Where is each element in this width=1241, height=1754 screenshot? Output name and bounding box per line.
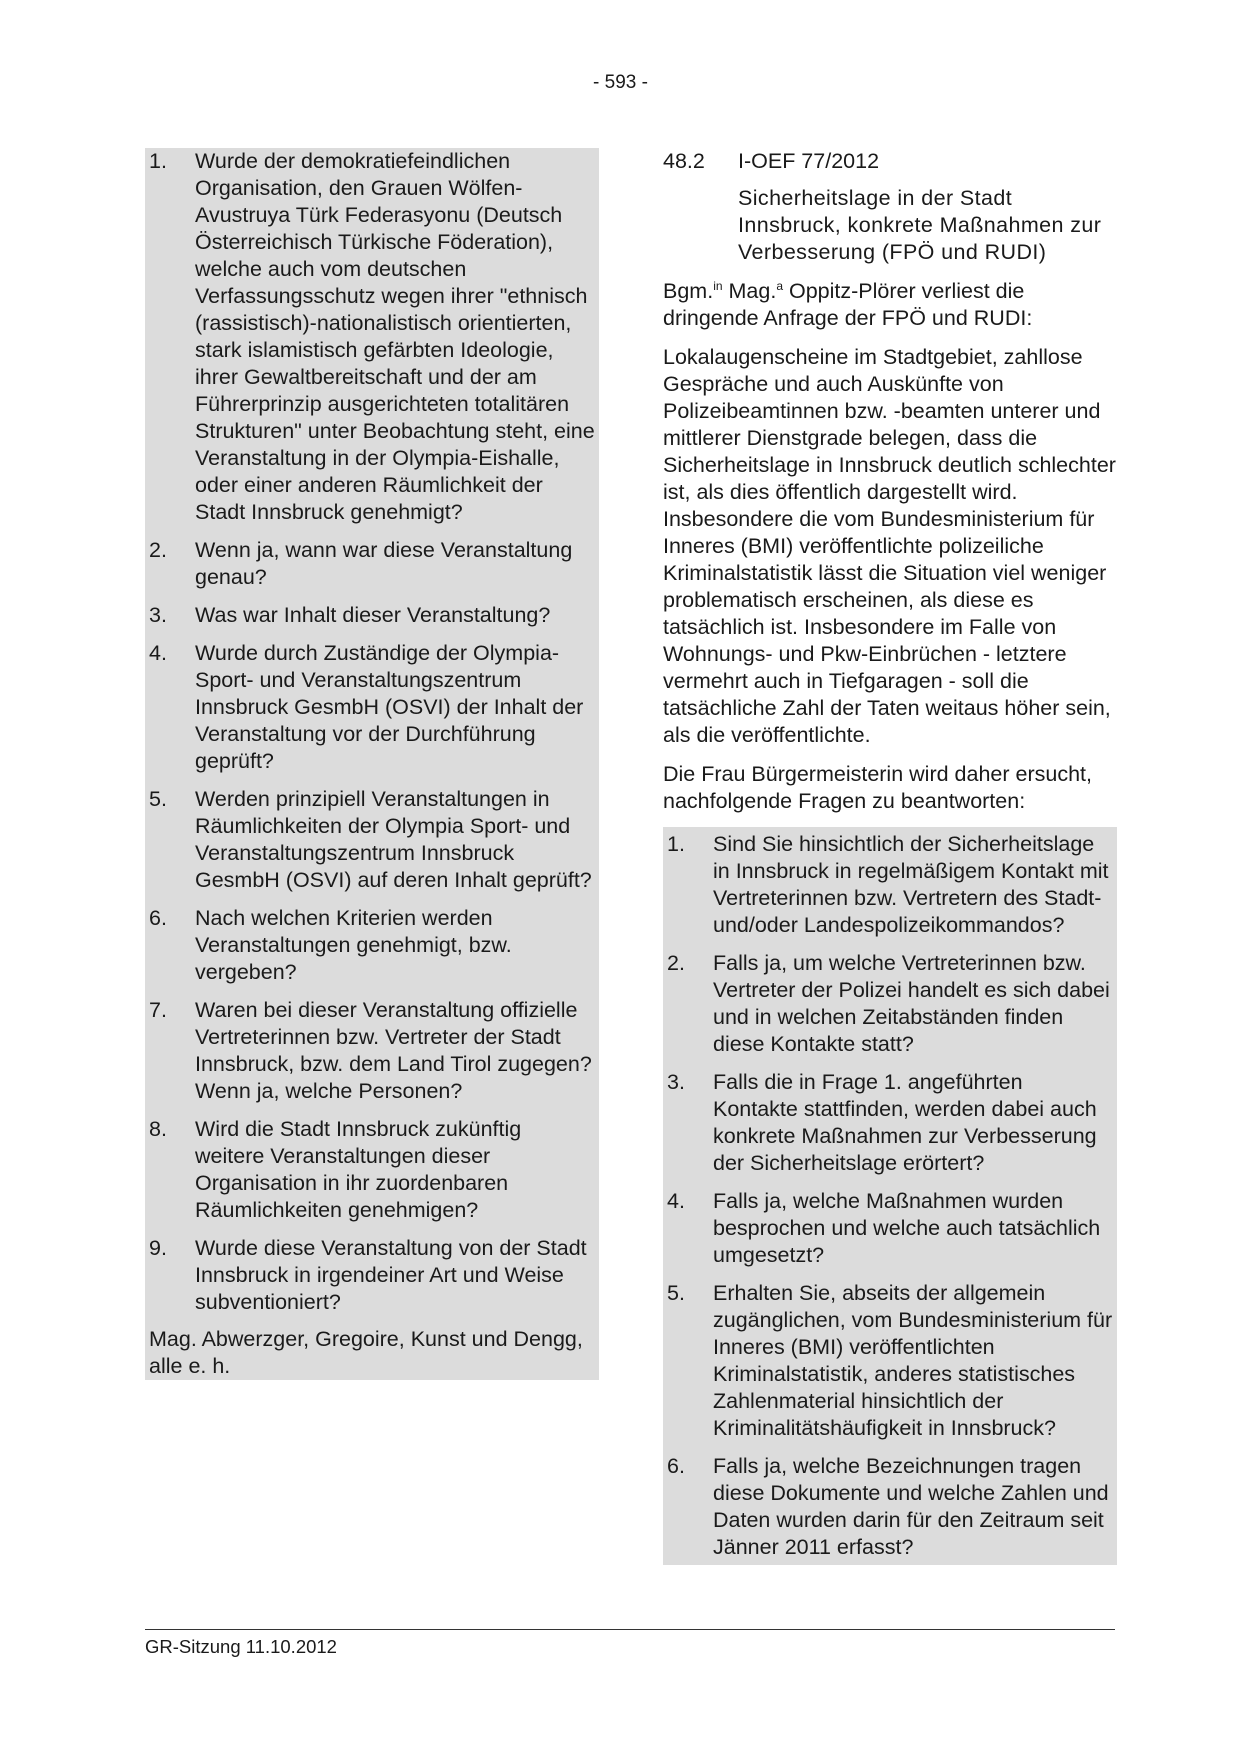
question-number: 4. bbox=[667, 1189, 685, 1213]
intro-part: Bgm. bbox=[663, 279, 714, 303]
question-text: Was war Inhalt dieser Veranstaltung? bbox=[195, 603, 551, 627]
question-number: 5. bbox=[667, 1281, 685, 1305]
footer-session-date: GR-Sitzung 11.10.2012 bbox=[145, 1636, 337, 1657]
question-number: 3. bbox=[667, 1070, 685, 1094]
question-item bbox=[149, 148, 595, 526]
request-paragraph: Die Frau Bürgermeisterin wird daher ersucht, nachfolgende Fragen zu beantworten: bbox=[663, 762, 1092, 813]
question-number: 1. bbox=[149, 149, 167, 173]
agenda-item-header bbox=[663, 148, 1117, 175]
question-number: 6. bbox=[149, 906, 167, 930]
question-text: Wenn ja, wann war diese Veranstaltung genau? bbox=[195, 538, 573, 589]
question-text: Falls ja, welche Maßnahmen wurden besprochen und welche auch tatsächlich umgesetzt? bbox=[713, 1189, 1101, 1267]
right-question-list bbox=[667, 831, 1113, 1565]
intro-superscript: a bbox=[776, 278, 783, 293]
question-number: 7. bbox=[149, 998, 167, 1022]
body-paragraph: Lokalaugenscheine im Stadtgebiet, zahllose Gespräche und auch Auskünfte von Polizeibeamtinnen bzw. -beamten unterer und mittlerer Dienstgrade belegen, dass die Sicherheitslage in Innsbruck deutlich schlechter ist, als dies öffentlich dargestellt wird. Insbesondere die vom Bundesministerium für Inneres (BMI) veröffentlichte polizeiliche Kriminalstatistik lässt die Situation viel weniger problematisch erscheinen, als diese es tatsächlich ist. Insbesondere im Falle von Wohnungs- und Pkw-Einbrüchen - letztere vermehrt auch in Tiefgaragen - soll die tatsächliche Zahl der Taten weitaus höher sein, als die veröffentlichte. bbox=[663, 345, 1116, 747]
question-item bbox=[149, 602, 595, 629]
question-text: Wird die Stadt Innsbruck zukünftig weitere Veranstaltungen dieser Organisation in ihr zuordenbaren Räumlichkeiten genehmigen? bbox=[195, 1117, 522, 1222]
question-item bbox=[667, 1453, 1113, 1565]
question-number: 9. bbox=[149, 1236, 167, 1260]
question-item bbox=[149, 786, 595, 894]
right-column bbox=[663, 148, 1117, 1565]
question-number: 3. bbox=[149, 603, 167, 627]
question-number: 5. bbox=[149, 787, 167, 811]
agenda-item-code: I-OEF 77/2012 bbox=[738, 149, 880, 173]
left-question-list bbox=[149, 148, 595, 1316]
footer-divider bbox=[145, 1629, 1115, 1630]
question-text: Falls ja, um welche Vertreterinnen bzw. Vertreter der Polizei handelt es sich dabei und in welchen Zeitabständen finden diese Kontakte statt? bbox=[713, 951, 1110, 1056]
question-item bbox=[667, 1069, 1113, 1177]
question-item bbox=[149, 1116, 595, 1224]
question-text: Wurde der demokratiefeindlichen Organisation, den Grauen Wölfen-Avustruya Türk Federasyonu (Deutsch Österreichisch Türkische Föderation), welche auch vom deutschen Verfassungsschutz wegen ihrer "ethnisch (rassistisch)-nationalistisch orientierten, stark islamistisch gefärbten Ideologie, ihrer Gewaltbereitschaft und der am Führerprinzip ausgerichteten totalitären Strukturen" unter Beobachtung steht, eine Veranstaltung in der Olympia-Eishalle, oder einer anderen Räumlichkeit der Stadt Innsbruck genehmigt? bbox=[195, 149, 595, 524]
question-item bbox=[149, 537, 595, 591]
question-text: Waren bei dieser Veranstaltung offizielle Vertreterinnen bzw. Vertreter der Stadt Innsbruck, bzw. dem Land Tirol zugegen? Wenn ja, welche Personen? bbox=[195, 998, 592, 1103]
question-number: 2. bbox=[667, 951, 685, 975]
question-text: Wurde diese Veranstaltung von der Stadt Innsbruck in irgendeiner Art und Weise subventioniert? bbox=[195, 1236, 587, 1314]
question-item bbox=[149, 997, 595, 1105]
question-item bbox=[667, 950, 1113, 1058]
left-column bbox=[145, 148, 599, 1380]
question-number: 2. bbox=[149, 538, 167, 562]
question-text: Sind Sie hinsichtlich der Sicherheitslage in Innsbruck in regelmäßigem Kontakt mit Vertreterinnen bzw. Vertretern des Stadt- und/oder Landespolizeikommandos? bbox=[713, 832, 1109, 937]
page-number: - 593 - bbox=[593, 72, 648, 93]
right-questions-block bbox=[663, 827, 1117, 1565]
intro-part: Mag. bbox=[722, 279, 777, 303]
question-text: Werden prinzipiell Veranstaltungen in Räumlichkeiten der Olympia Sport- und Veranstaltungszentrum Innsbruck GesmbH (OSVI) auf deren Inhalt geprüft? bbox=[195, 787, 592, 892]
question-text: Falls ja, welche Bezeichnungen tragen diese Dokumente und welche Zahlen und Daten wurden darin für den Zeitraum seit Jänner 2011 erfasst? bbox=[713, 1454, 1109, 1559]
question-text: Falls die in Frage 1. angeführten Kontakte stattfinden, werden dabei auch konkrete Maßnahmen zur Verbesserung der Sicherheitslage erörtert? bbox=[713, 1070, 1097, 1175]
question-number: 6. bbox=[667, 1454, 685, 1478]
question-item bbox=[149, 905, 595, 986]
question-text: Erhalten Sie, abseits der allgemein zugänglichen, vom Bundesministerium für Inneres (BMI) veröffentlichten Kriminalstatistik, anderes statistisches Zahlenmaterial hinsichtlich der Kriminalitätshäufigkeit in Innsbruck? bbox=[713, 1281, 1113, 1440]
intro-superscript: in bbox=[713, 278, 723, 293]
signatories: Mag. Abwerzger, Gregoire, Kunst und Dengg, alle e. h. bbox=[149, 1327, 583, 1378]
intro-part: Oppitz-Plörer verliest die dringende Anfrage der FPÖ und RUDI: bbox=[663, 279, 1033, 330]
question-item bbox=[149, 640, 595, 775]
question-item bbox=[667, 831, 1113, 939]
question-number: 1. bbox=[667, 832, 685, 856]
agenda-item-number: 48.2 bbox=[663, 149, 705, 173]
question-item bbox=[667, 1280, 1113, 1442]
question-text: Wurde durch Zuständige der Olympia-Sport- und Veranstaltungszentrum Innsbruck GesmbH (OSVI) der Inhalt der Veranstaltung vor der Durchführung geprüft? bbox=[195, 641, 584, 773]
question-item bbox=[667, 1188, 1113, 1269]
question-number: 8. bbox=[149, 1117, 167, 1141]
question-item bbox=[149, 1235, 595, 1316]
question-number: 4. bbox=[149, 641, 167, 665]
agenda-item-subject: Sicherheitslage in der Stadt Innsbruck, konkrete Maßnahmen zur Verbesserung (FPÖ und RUDI) bbox=[738, 186, 1102, 264]
left-questions-block bbox=[145, 148, 599, 1380]
question-text: Nach welchen Kriterien werden Veranstaltungen genehmigt, bzw. vergeben? bbox=[195, 906, 512, 984]
intro-paragraph bbox=[663, 278, 1117, 332]
